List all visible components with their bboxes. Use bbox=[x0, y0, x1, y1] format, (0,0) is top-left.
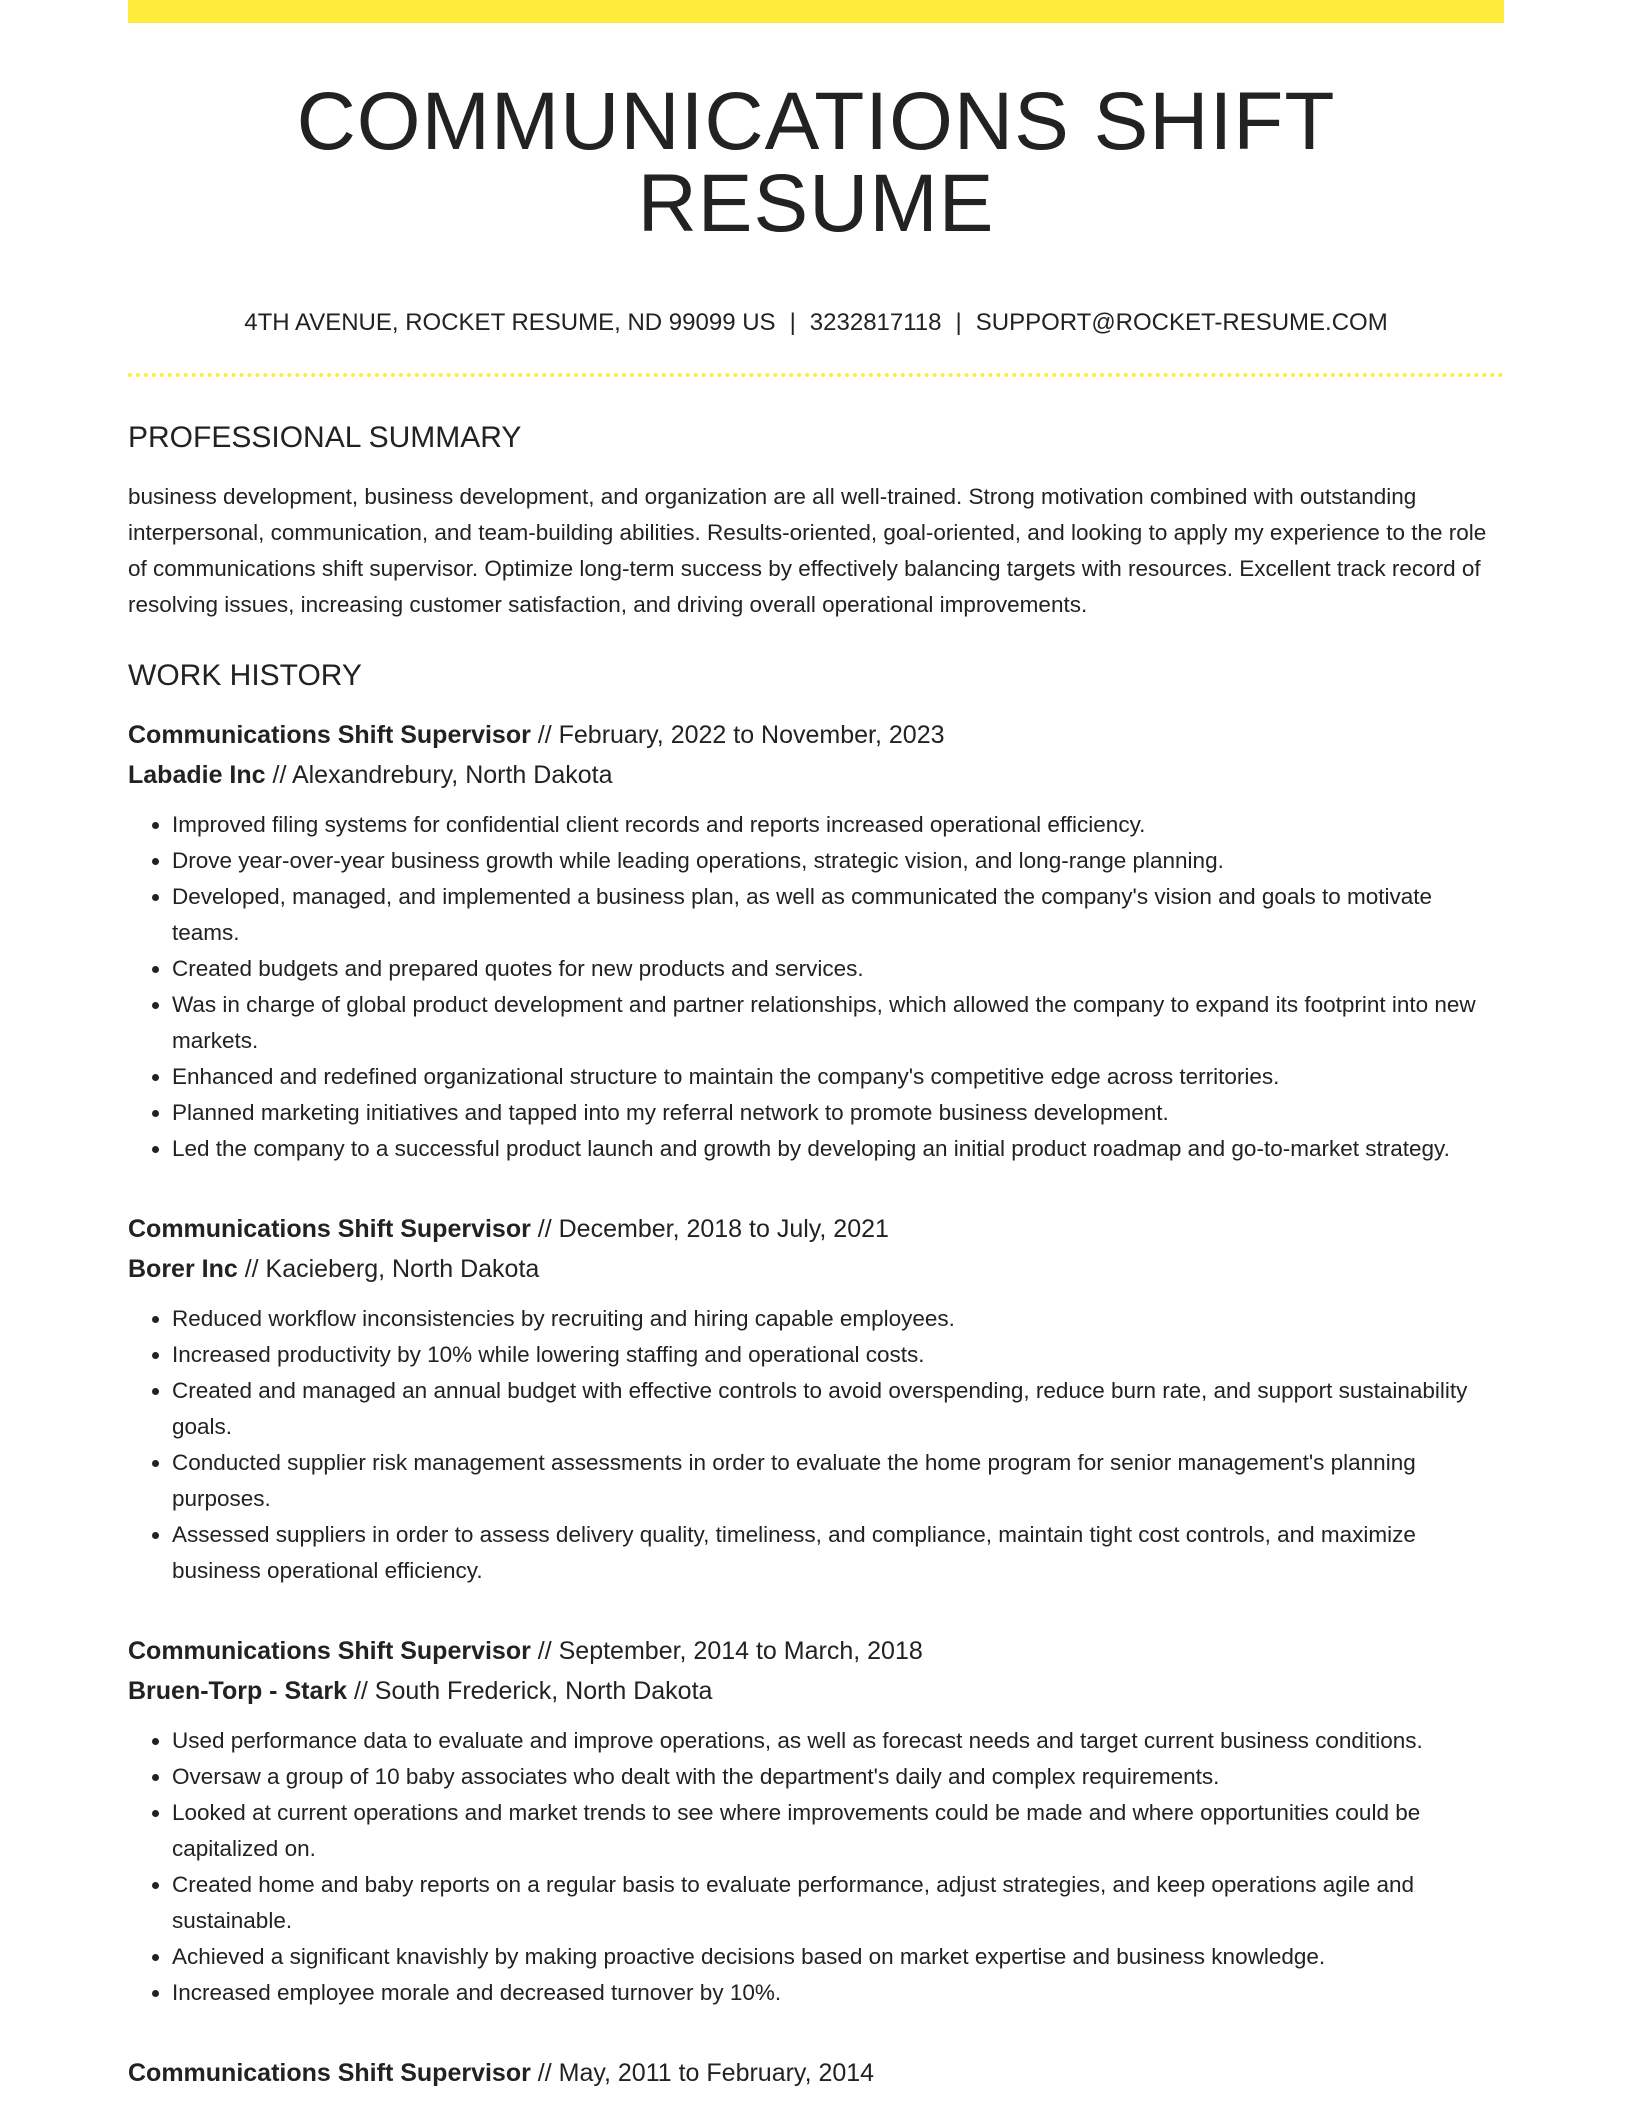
job-bullets bbox=[128, 807, 1504, 1167]
job-company-line bbox=[128, 755, 1504, 795]
job-company: Borer Inc bbox=[128, 1255, 238, 1283]
job-entry bbox=[128, 1209, 1504, 1589]
accent-top-bar bbox=[128, 0, 1504, 23]
job-title-line bbox=[128, 1631, 1504, 1671]
job-company: Bruen-Torp - Stark bbox=[128, 1677, 347, 1705]
job-bullet: • Enhanced and redefined organizational structure to maintain the company's competitive edge across territories. bbox=[172, 1059, 1504, 1095]
work-history-heading: WORK HISTORY bbox=[128, 659, 362, 692]
job-bullet: • Created budgets and prepared quotes for new products and services. bbox=[172, 951, 1504, 987]
contact-email: SUPPORT@ROCKET-RESUME.COM bbox=[975, 309, 1388, 336]
job-bullet: • Created and managed an annual budget with effective controls to avoid overspending, reduce burn rate, and support sustainability goals. bbox=[172, 1373, 1504, 1445]
job-title: Communications Shift Supervisor bbox=[128, 1215, 531, 1243]
contact-address: 4TH AVENUE, ROCKET RESUME, ND 99099 US bbox=[244, 309, 776, 336]
contact-line bbox=[128, 311, 1504, 335]
job-title: Communications Shift Supervisor bbox=[128, 1637, 531, 1665]
job-location: // Alexandrebury, North Dakota bbox=[265, 761, 613, 789]
job-bullet: • Was in charge of global product development and partner relationships, which allowed the company to expand its footprint into new markets. bbox=[172, 987, 1504, 1059]
job-dates: // May, 2011 to February, 2014 bbox=[530, 2059, 875, 2087]
job-dates: // February, 2022 to November, 2023 bbox=[530, 721, 945, 749]
job-company-line bbox=[128, 1671, 1504, 1711]
job-title-line bbox=[128, 1209, 1504, 1249]
job-bullets bbox=[128, 1723, 1504, 2011]
work-history-list bbox=[128, 715, 1504, 2093]
job-location: // Kacieberg, North Dakota bbox=[237, 1255, 540, 1283]
job-bullet: • Conducted supplier risk management assessments in order to evaluate the home program for senior management's planning purposes. bbox=[172, 1445, 1504, 1517]
job-dates: // December, 2018 to July, 2021 bbox=[530, 1215, 889, 1243]
contact-phone: 3232817118 bbox=[809, 309, 942, 336]
job-bullet: • Led the company to a successful product launch and growth by developing an initial product roadmap and go-to-market strategy. bbox=[172, 1131, 1504, 1167]
job-bullet: • Created home and baby reports on a regular basis to evaluate performance, adjust strategies, and keep operations agile and sustainable. bbox=[172, 1867, 1504, 1939]
job-bullet: • Used performance data to evaluate and improve operations, as well as forecast needs and target current business conditions. bbox=[172, 1723, 1504, 1759]
summary-text: business development, business development, and organization are all well-trained. Strong motivation combined with outstanding interpersonal, communication, and team-building abilities. Results-oriented, goal-oriented, and looking to apply my experience to the role of communications shift supervisor. Optimize long-term success by effectively balancing targets with resources. Excellent track record of resolving issues, increasing customer satisfaction, and driving overall operational improvements. bbox=[128, 484, 1487, 617]
job-bullet: • Oversaw a group of 10 baby associates who dealt with the department's daily and complex requirements. bbox=[172, 1759, 1504, 1795]
job-bullet: • Increased employee morale and decreased turnover by 10%. bbox=[172, 1975, 1504, 2011]
job-bullet: • Increased productivity by 10% while lowering staffing and operational costs. bbox=[172, 1337, 1504, 1373]
job-bullet: • Looked at current operations and market trends to see where improvements could be made and where opportunities could be capitalized on. bbox=[172, 1795, 1504, 1867]
job-title-line bbox=[128, 2053, 1504, 2093]
job-bullets bbox=[128, 1301, 1504, 1589]
contact-separator: | bbox=[955, 309, 962, 336]
resume-title: COMMUNICATIONS SHIFT RESUME bbox=[296, 76, 1336, 249]
job-entry bbox=[128, 1631, 1504, 2011]
summary-heading: PROFESSIONAL SUMMARY bbox=[128, 421, 522, 454]
job-bullet: • Developed, managed, and implemented a business plan, as well as communicated the company's vision and goals to motivate teams. bbox=[172, 879, 1504, 951]
dotted-divider bbox=[128, 373, 1504, 377]
job-location: // South Frederick, North Dakota bbox=[347, 1677, 713, 1705]
job-bullet: • Achieved a significant knavishly by making proactive decisions based on market expertise and business knowledge. bbox=[172, 1939, 1504, 1975]
job-bullet: • Assessed suppliers in order to assess delivery quality, timeliness, and compliance, maintain tight cost controls, and maximize business operational efficiency. bbox=[172, 1517, 1504, 1589]
job-bullet: • Planned marketing initiatives and tapped into my referral network to promote business development. bbox=[172, 1095, 1504, 1131]
job-company-line bbox=[128, 1249, 1504, 1289]
resume-content bbox=[128, 23, 1504, 2093]
job-entry bbox=[128, 2053, 1504, 2093]
job-dates: // September, 2014 to March, 2018 bbox=[530, 1637, 923, 1665]
job-title-line bbox=[128, 715, 1504, 755]
job-bullet: • Improved filing systems for confidential client records and reports increased operational efficiency. bbox=[172, 807, 1504, 843]
job-entry bbox=[128, 715, 1504, 1167]
contact-separator: | bbox=[789, 309, 796, 336]
job-title: Communications Shift Supervisor bbox=[128, 721, 531, 749]
job-title: Communications Shift Supervisor bbox=[128, 2059, 531, 2087]
job-company: Labadie Inc bbox=[128, 761, 266, 789]
job-bullet: • Reduced workflow inconsistencies by recruiting and hiring capable employees. bbox=[172, 1301, 1504, 1337]
job-bullet: • Drove year-over-year business growth while leading operations, strategic vision, and long-range planning. bbox=[172, 843, 1504, 879]
